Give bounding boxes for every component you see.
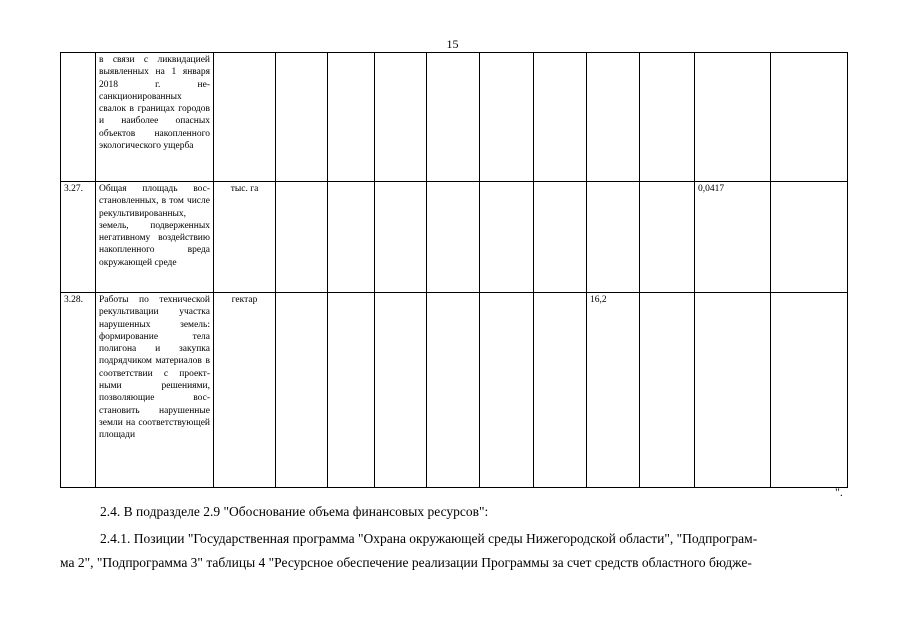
page-number: 15	[446, 37, 459, 51]
row-value-cell	[480, 293, 534, 488]
row-description-cell: Работы по технической рекультивации участка нарушенных земель: формирование тела полигона и закупка подрядчиком материалов в соответствии с проектными решениями, позволяющие восстановить нарушенные земли на соответствующей площади	[96, 293, 214, 488]
row-value-cell	[695, 53, 771, 182]
row-description-cell: Общая площадь восстановленных, в том числе рекультивированных, земель, подверженных негативному воздействию накопленного вреда окружающей среде	[96, 182, 214, 293]
paragraph-section-2-4-1-continued: ма 2", "Подпрограмма 3" таблицы 4 "Ресурсное обеспечение реализации Программы за счет средств областного бюдже-	[60, 555, 752, 570]
table-row	[61, 293, 848, 488]
row-value-cell	[375, 53, 427, 182]
row-value-cell	[587, 182, 640, 293]
row-value-cell	[375, 182, 427, 293]
closing-quote: ".	[835, 485, 843, 499]
row-unit-cell	[214, 53, 276, 182]
row-description-cell: в связи с ликвидацией выявленных на 1 января 2018 г. несанкционированных свалок в границах городов и наиболее опасных объектов накопленного экологического ущерба	[96, 53, 214, 182]
row-value-cell	[534, 53, 587, 182]
row-value-cell	[480, 182, 534, 293]
row-value-cell: 16,2	[587, 293, 640, 488]
row-number-cell: 3.28.	[61, 293, 96, 488]
paragraph-section-2-4-1: 2.4.1. Позиции "Государственная программа "Охрана окружающей среды Нижегородской области", "Подпрограм-	[100, 531, 758, 546]
row-value-cell	[640, 53, 695, 182]
row-value-cell: 0,0417	[695, 182, 771, 293]
row-value-cell	[276, 293, 328, 488]
row-value-cell	[427, 53, 480, 182]
row-value-cell	[480, 53, 534, 182]
indicator-table	[60, 52, 848, 488]
row-value-cell	[328, 293, 375, 488]
row-value-cell	[427, 293, 480, 488]
table-row	[61, 53, 848, 182]
paragraph-section-2-4: 2.4. В подразделе 2.9 "Обоснование объема финансовых ресурсов":	[100, 504, 489, 519]
row-value-cell	[695, 293, 771, 488]
row-value-cell	[427, 182, 480, 293]
row-value-cell	[276, 53, 328, 182]
row-value-cell	[534, 293, 587, 488]
row-unit-cell: тыс. га	[214, 182, 276, 293]
row-value-cell	[375, 293, 427, 488]
row-value-cell	[328, 53, 375, 182]
row-value-cell	[771, 53, 848, 182]
row-value-cell	[771, 182, 848, 293]
row-value-cell	[276, 182, 328, 293]
row-number-cell	[61, 53, 96, 182]
row-value-cell	[771, 293, 848, 488]
row-number-cell: 3.27.	[61, 182, 96, 293]
row-value-cell	[587, 53, 640, 182]
table-row	[61, 182, 848, 293]
row-value-cell	[640, 293, 695, 488]
row-value-cell	[640, 182, 695, 293]
row-value-cell	[328, 182, 375, 293]
row-value-cell	[534, 182, 587, 293]
row-unit-cell: гектар	[214, 293, 276, 488]
